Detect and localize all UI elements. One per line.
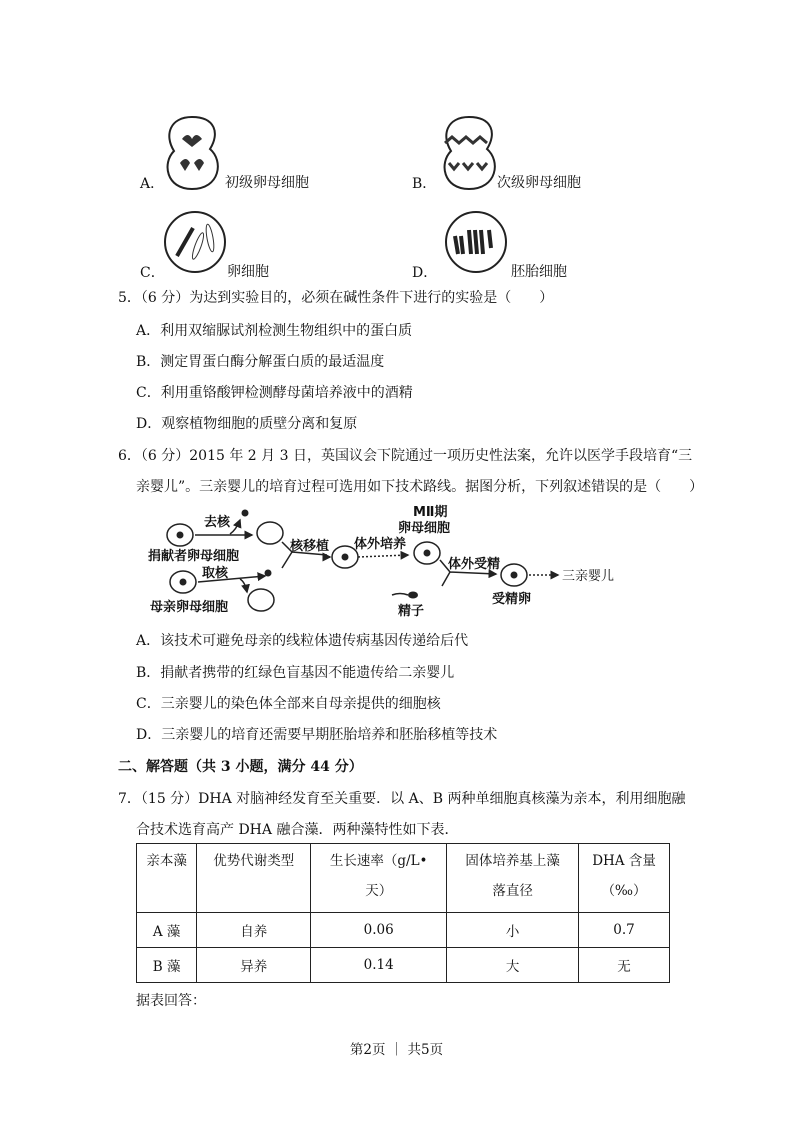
- three-parent-baby-diagram: [130, 500, 690, 622]
- label-remove-nucleus: 去核: [204, 515, 231, 530]
- label-mother-oocyte: 母亲卵母细胞: [150, 600, 229, 615]
- table-header-cell: [137, 844, 197, 913]
- option-d-figure: [443, 208, 509, 276]
- q5-option-a[interactable]: A．利用双缩脲试剂检测生物组织中的蛋白质: [136, 323, 413, 339]
- header-text: （‰）: [601, 883, 647, 899]
- q4-option-a-letter[interactable]: A．: [140, 176, 165, 192]
- header-text: 亲本藻: [146, 853, 187, 869]
- label-three-parent-baby: 三亲婴儿: [562, 569, 615, 584]
- q7-answer-prompt: 据表回答：: [136, 993, 206, 1009]
- table-cell: 0.06: [311, 913, 447, 948]
- table-row: [137, 913, 670, 948]
- table-header-cell: [197, 844, 311, 913]
- q4-option-c-letter[interactable]: C．: [140, 265, 165, 281]
- label-donor-oocyte: 捐献者卵母细胞: [148, 549, 240, 564]
- table-header-row: [137, 844, 670, 913]
- option-a-figure: [160, 113, 225, 193]
- table-header-cell: [311, 844, 447, 913]
- q4-option-c-caption: 卵细胞: [227, 264, 269, 280]
- q6-option-a[interactable]: A．该技术可避免母亲的线粒体遗传病基因传递给后代: [136, 633, 469, 649]
- q4-option-b-caption: 次级卵母细胞: [497, 175, 581, 191]
- label-mii-stage: MⅡ期: [413, 505, 448, 520]
- option-c-figure: [163, 208, 227, 276]
- header-text: 生长速率（g/L•: [329, 853, 428, 869]
- q4-option-a-caption: 初级卵母细胞: [225, 175, 309, 191]
- q6-stem-line1: 6．（6 分）2015 年 2 月 3 日，英国议会下院通过一项历史性法案，允许以医学手段培育“三: [118, 448, 693, 464]
- q5-option-d[interactable]: D．观察植物细胞的质壁分离和复原: [136, 416, 358, 432]
- page-footer: 第2页 ｜ 共5页: [349, 1042, 444, 1058]
- label-mii-oocyte: 卵母细胞: [398, 521, 451, 536]
- header-text: 优势代谢类型: [213, 853, 295, 869]
- table-cell: 异养: [197, 948, 311, 983]
- q4-option-b-letter[interactable]: B．: [412, 176, 437, 192]
- table-cell: B 藻: [137, 948, 197, 983]
- header-text: 天）: [365, 883, 393, 899]
- algae-properties-table: [136, 843, 670, 983]
- q7-stem-line2: 合技术选育高产 DHA 融合藻．两种藻特性如下表．: [136, 822, 459, 838]
- table-cell: 0.14: [311, 948, 447, 983]
- section-heading: 二、解答题（共 3 小题，满分 44 分）: [118, 759, 363, 775]
- table-cell: 自养: [197, 913, 311, 948]
- q5-stem: 5．（6 分）为达到实验目的，必须在碱性条件下进行的实验是（ ）: [118, 290, 554, 306]
- table-cell: 小: [447, 913, 579, 948]
- header-text: 固体培养基上藻: [465, 853, 560, 869]
- table-row: [137, 948, 670, 983]
- header-text: DHA 含量: [592, 853, 656, 869]
- label-take-nucleus: 取核: [202, 566, 229, 581]
- q4-option-d-letter[interactable]: D．: [412, 265, 438, 281]
- q6-option-d[interactable]: D．三亲婴儿的培育还需要早期胚胎培养和胚胎移植等技术: [136, 727, 498, 743]
- q6-option-b[interactable]: B．捐献者携带的红绿色盲基因不能遗传给二亲婴儿: [136, 665, 455, 681]
- label-zygote: 受精卵: [492, 592, 532, 607]
- header-text: 落直径: [492, 883, 533, 899]
- table-cell: 0.7: [579, 913, 670, 948]
- table-header-cell: [447, 844, 579, 913]
- option-b-figure: [437, 113, 502, 193]
- q5-option-b[interactable]: B．测定胃蛋白酶分解蛋白质的最适温度: [136, 354, 385, 370]
- q4-option-d-caption: 胚胎细胞: [511, 264, 567, 280]
- label-sperm: 精子: [398, 604, 425, 619]
- q7-stem-line1: 7．（15 分）DHA 对脑神经发育至关重要．以 A、B 两种单细胞真核藻为亲本，利用细胞融: [118, 791, 686, 807]
- table-cell: 无: [579, 948, 670, 983]
- table-header-cell: [579, 844, 670, 913]
- label-in-vitro-culture: 体外培养: [354, 537, 407, 552]
- label-nuclear-transfer: 核移植: [290, 539, 330, 554]
- table-cell: 大: [447, 948, 579, 983]
- q5-option-c[interactable]: C．利用重铬酸钾检测酵母菌培养液中的酒精: [136, 385, 413, 401]
- label-ivf: 体外受精: [448, 557, 501, 572]
- q6-stem-line2: 亲婴儿”。三亲婴儿的培育过程可选用如下技术路线。据图分析，下列叙述错误的是（ ）: [136, 479, 704, 495]
- table-cell: A 藻: [137, 913, 197, 948]
- q6-option-c[interactable]: C．三亲婴儿的染色体全部来自母亲提供的细胞核: [136, 696, 441, 712]
